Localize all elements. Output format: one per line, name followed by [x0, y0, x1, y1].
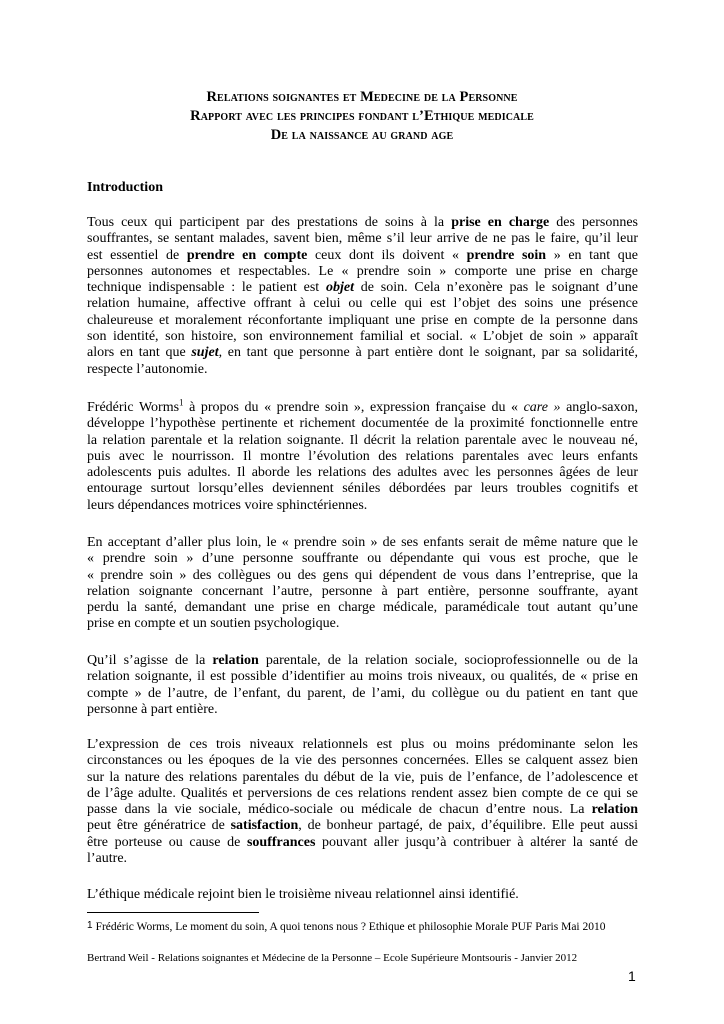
text-line: relation humaine, affective offrant à celui ou celle qui est l’objet des soins une présence: [87, 296, 638, 312]
document-title: [80, 88, 644, 145]
text-line: leurs dépendances motrices voire sphinctériennes.: [87, 497, 368, 513]
text-line: passe dans la vie sociale, médico-sociale ou médicale de chacun d’entre nous. La relation: [87, 802, 638, 818]
paragraph-6: [87, 887, 638, 903]
text-line: technique indispensable : le patient est objet de soin. Cela n’exonère pas le soignant d’une: [87, 280, 638, 296]
text-line: « prendre soin » des collègues ou des gens qui dépendent de vous dans l’entreprise, que la: [87, 567, 638, 583]
text-line: circonstances ou les époques de la vie des personnes concernées. Elles se calquent assez bien: [87, 753, 638, 769]
page-number: 1: [628, 968, 636, 984]
text-line: de l’âge adulte. Qualités et perversions de ces relations rendent assez bien compte de ce qui se: [87, 785, 638, 801]
text-line: peut être génératrice de satisfaction, de bonheur partagé, de paix, d’équilibre. Elle peut aussi: [87, 818, 638, 834]
text-line: puis avec le nourrisson. Il montre l’évolution des relations parentales avec leurs enfants: [87, 448, 638, 464]
paragraph-1: [87, 215, 638, 378]
paragraph-3: [87, 535, 638, 633]
text-line: respecte l’autonomie.: [87, 361, 208, 377]
text-line: développe l’hypothèse pertinente et richement documentée de la proximité fonctionnelle entre: [87, 416, 638, 432]
text-line: entourage surtout lorsqu’elles deviennent séniles débordées par leurs troubles cognitifs et: [87, 481, 638, 497]
text-line: Qu’il s’agisse de la relation parentale, de la relation sociale, socioprofessionnelle ou de la: [87, 653, 638, 668]
text-line: compte » de l’autre, de l’enfant, du parent, de l’ami, du collègue ou du patient en tant que: [87, 685, 638, 701]
text-line: En acceptant d’aller plus loin, le « prendre soin » de ses enfants serait de même nature que le: [87, 535, 638, 550]
footnote-marker: 1: [87, 920, 93, 931]
text-line: « prendre soin » d’une personne souffrante ou dépendante qui vous est proche, que le: [87, 551, 638, 567]
text-line: son identité, son histoire, son environnement familial et social. « L’objet de soin » apparaît: [87, 329, 638, 345]
text-line: être porteuse ou cause de souffrances pouvant aller jusqu’à contribuer à altérer la santé de: [87, 834, 638, 850]
text-line: souffrantes, se sentant malades, savent bien, même s’il leur arrive de ne pas le faire, qu’il leur: [87, 231, 638, 247]
text-line: est essentiel de prendre en compte ceux dont ils doivent « prendre soin » en tant que: [87, 247, 639, 263]
text-line: la relation parentale et la relation soignante. Il décrit la relation parentale avec le nouveau né,: [87, 432, 638, 448]
text-line: perdu la santé, demandant une prise en charge médicale, paramédicale tout autant qu’une: [87, 600, 638, 616]
paragraph-5: [87, 737, 638, 867]
text-line: prise en compte et un soutien psychologique.: [87, 616, 340, 632]
text-line: L’expression de ces trois niveaux relationnels est plus ou moins prédominante selon les: [87, 737, 638, 752]
title-line-3: De la naissance au grand age: [270, 127, 454, 143]
text-line: Tous ceux qui participent par des prestations de soins à la prise en charge des personnes: [87, 215, 638, 230]
text-line: l’autre.: [87, 851, 128, 867]
section-heading: Introduction: [87, 180, 163, 195]
title-line-2: Rapport avec les principes fondant l’Ethique medicale: [190, 108, 534, 124]
text-line: relation soignante concernant l’autre, personne à part entière, personne souffrante, ayant: [87, 583, 638, 599]
paragraph-2: [87, 397, 639, 514]
text-line: adolescents puis adultes. Il aborde les relations des adultes avec les personnes âgées de leur: [87, 465, 638, 481]
footnote-rule: [87, 912, 259, 913]
title-line-1: Relations soignantes et Medecine de la Personne: [206, 89, 518, 105]
text-line: Frédéric Worms$^1$ à propos du « prendre soin », expression française du « care » anglo-saxon,: [87, 397, 639, 415]
text-line: chaleureuse et moralement réconfortante impliquant une prise en compte de la personne dans: [87, 312, 638, 328]
paragraph-4: [87, 653, 638, 718]
footnote: [87, 920, 606, 933]
footnote-text: Frédéric Worms, Le moment du soin, A quoi tenons nous ? Ethique et philosophie Morale PUF Paris Mai 2010: [95, 921, 606, 933]
page-footer: Bertrand Weil - Relations soignantes et Médecine de la Personne – Ecole Supérieure Montsouris - Janvier 2012: [87, 952, 578, 964]
text-line: relation soignante, il est possible d’identifier au moins trois niveaux, ou qualités, de « prise en: [87, 669, 638, 685]
text-line: personnes autonomes et respectables. Le « prendre soin » comporte une prise en charge: [87, 263, 638, 279]
text-line: sur la nature des relations parentales du début de la vie, puis de l’enfance, de l’adolescence et: [87, 769, 638, 785]
text-line: personne à part entière.: [87, 701, 218, 717]
text-line: L’éthique médicale rejoint bien le troisième niveau relationnel ainsi identifié.: [87, 887, 519, 902]
text-line: alors en tant que sujet, en tant que personne à part entière dont le soignant, par sa solidarité,: [87, 345, 639, 361]
